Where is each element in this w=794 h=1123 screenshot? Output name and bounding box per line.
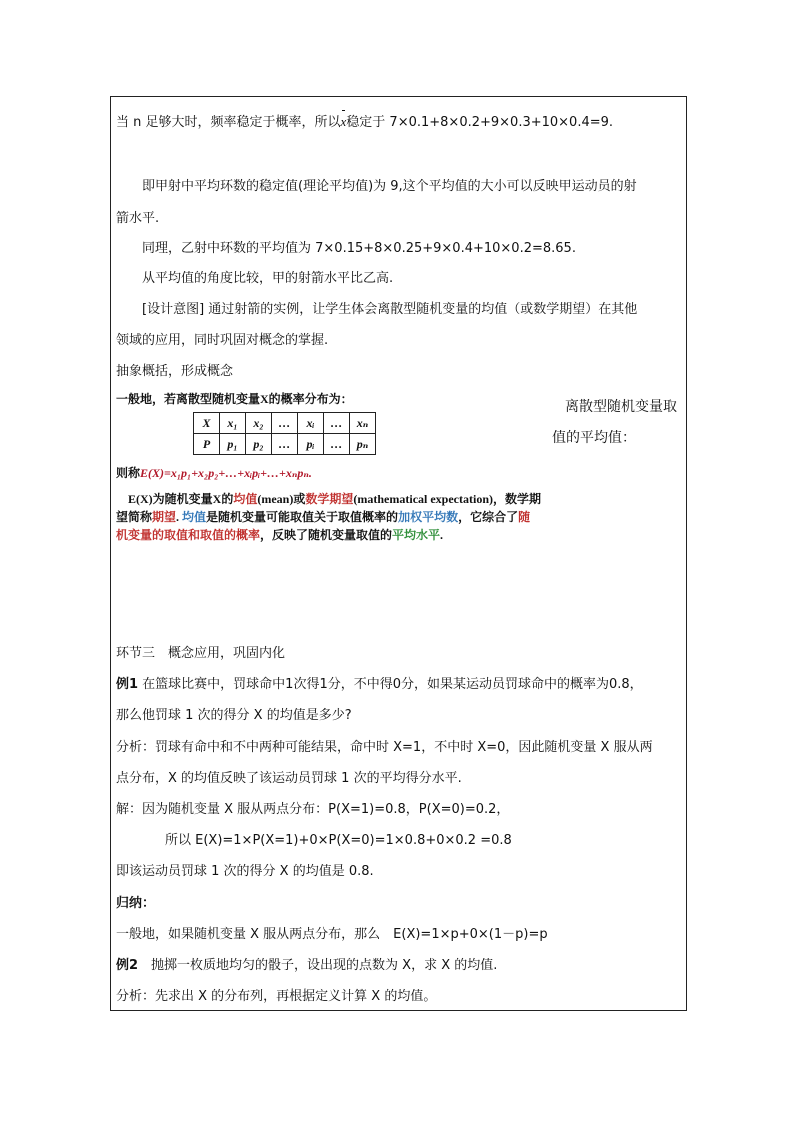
table-cell: x₂ — [246, 413, 272, 434]
section-abstract: 抽象概括，形成概念 — [116, 364, 234, 379]
def-junzhi: 均值 — [182, 510, 207, 524]
def-text: . — [176, 510, 183, 524]
def-text: E(X)为随机变量X的 — [128, 492, 234, 506]
def-expectation: 数学期望 — [305, 492, 354, 506]
table-cell: x₁ — [220, 413, 246, 434]
table-cell: … — [272, 434, 298, 455]
formula-prefix: 则称 — [116, 466, 141, 480]
limit-text-a: 当 n 足够大时，频率稳定于概率，所以 — [116, 115, 341, 130]
expectation-formula — [116, 464, 312, 481]
formula-text: E(X)=x₁p₁+x₂p₂+…+xᵢpᵢ+…+xₙpₙ. — [140, 466, 312, 480]
summary-label: 归纳： — [116, 896, 156, 911]
example1-analysis-cont: 点分布，X 的均值反映了该运动员罚球 1 次的平均得分水平. — [116, 771, 462, 786]
table-cell: p₁ — [220, 434, 246, 455]
example2-question — [116, 957, 497, 975]
design-intent: [设计意图] 通过射箭的实例，让学生体会离散型随机变量的均值（或数学期望）在其他 — [142, 302, 638, 317]
x-bar: x — [340, 114, 347, 129]
example1-solution: 解：因为随机变量 X 服从两点分布：P(X=1)=0.8，P(X=0)=0.2， — [116, 802, 510, 817]
def-text: 是随机变量可能取值关于取值概率的 — [206, 510, 399, 524]
def-text: . — [440, 528, 444, 542]
table-cell: … — [324, 413, 350, 434]
side-note-1: 离散型随机变量取 — [565, 399, 677, 415]
def-average-level: 平均水平 — [392, 528, 441, 542]
table-cell: pₙ — [350, 434, 376, 455]
example1-label: 例1 — [116, 677, 139, 692]
table-row — [194, 434, 376, 455]
table-cell: … — [272, 413, 298, 434]
table-cell: xₙ — [350, 413, 376, 434]
design-intent-cont: 领域的应用，同时巩固对概念的掌握. — [116, 333, 329, 348]
def-text: ，反映了随机变量取值的 — [260, 528, 393, 542]
example1-question — [116, 676, 643, 694]
distribution-table — [193, 412, 376, 455]
example1-question-cont: 那么他罚球 1 次的得分 X 的均值是多少? — [116, 708, 352, 723]
example1-text: 在篮球比赛中，罚球命中1次得1分，不中得0分，如果某运动员罚球命中的概率为0.8， — [138, 677, 643, 692]
table-cell: xᵢ — [298, 413, 324, 434]
line-limit — [116, 113, 613, 132]
para-jia: 即甲射中平均环数的稳定值(理论平均值)为 9,这个平均值的大小可以反映甲运动员的射 — [142, 179, 637, 194]
limit-text-b: 稳定于 7×0.1+8×0.2+9×0.3+10×0.4=9. — [346, 115, 614, 130]
def-mean: 均值 — [233, 492, 258, 506]
section-three: 环节三 概念应用，巩固内化 — [116, 646, 286, 661]
example1-conclusion: 即该运动员罚球 1 次的得分 X 的均值是 0.8. — [116, 864, 374, 879]
def-weighted-avg: 加权平均数 — [398, 510, 459, 524]
para-yi: 同理，乙射中环数的平均值为 7×0.15+8×0.25+9×0.4+10×0.2=8.65. — [142, 241, 576, 256]
def-value-prob: 随机变量的取值和取值的概率 — [116, 510, 531, 542]
figure-heading: 一般地，若离散型随机变量X的概率分布为： — [116, 392, 353, 406]
example2-label: 例2 — [116, 958, 139, 973]
summary-text: 一般地，如果随机变量 X 服从两点分布，那么 E(X)=1×p+0×(1－p)=p — [116, 927, 548, 942]
definition-figure — [116, 390, 546, 565]
def-text: (mean)或 — [257, 492, 306, 506]
definition-paragraph — [116, 490, 541, 544]
para-compare: 从平均值的角度比较，甲的射箭水平比乙高. — [142, 271, 394, 286]
def-text: (mathematical expectation)，数学期望简称 — [116, 492, 541, 524]
table-cell: P — [194, 434, 220, 455]
table-row — [194, 413, 376, 434]
table-cell: p₂ — [246, 434, 272, 455]
def-qiwang: 期望 — [152, 510, 177, 524]
table-cell: … — [324, 434, 350, 455]
table-cell: pᵢ — [298, 434, 324, 455]
side-note-2: 值的平均值： — [552, 430, 636, 446]
example2-text: 抛掷一枚质地均匀的骰子，设出现的点数为 X，求 X 的均值. — [138, 958, 498, 973]
example1-solution-cont: 所以 E(X)=1×P(X=1)+0×P(X=0)=1×0.8+0×0.2 =0.8 — [165, 833, 512, 848]
example2-analysis: 分析：先求出 X 的分布列，再根据定义计算 X 的均值。 — [116, 989, 437, 1004]
para-jia-cont: 箭水平. — [116, 211, 160, 226]
table-cell: X — [194, 413, 220, 434]
example1-analysis: 分析：罚球有命中和不中两种可能结果，命中时 X=1，不中时 X=0，因此随机变量 X 服从两 — [116, 740, 653, 755]
def-text: ，它综合了 — [458, 510, 519, 524]
